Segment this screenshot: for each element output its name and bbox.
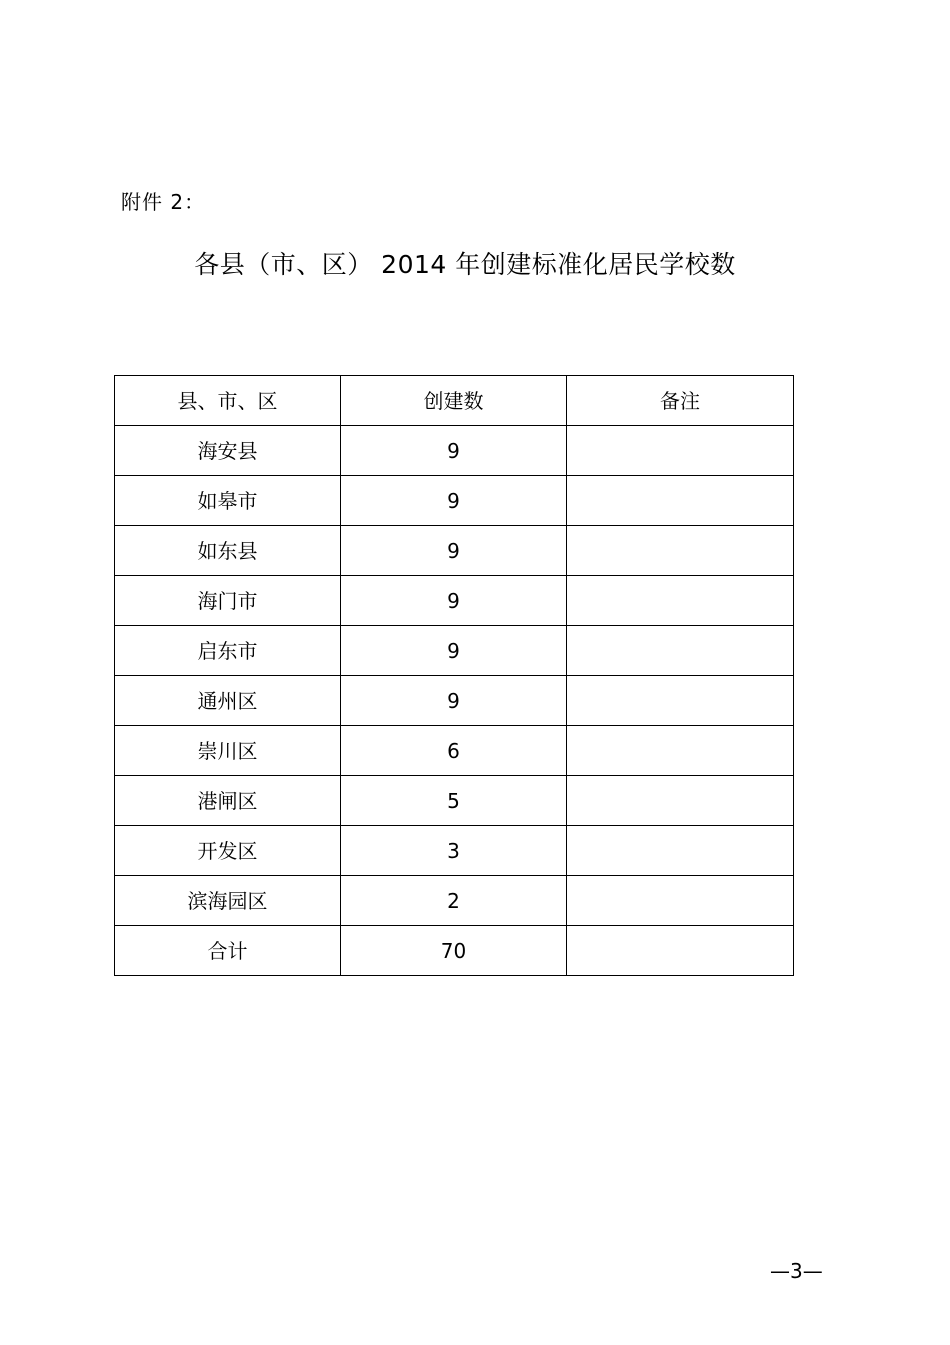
cell-remark [567, 626, 794, 676]
cell-region: 通州区 [115, 676, 341, 726]
attachment-label: 附件 2： [121, 190, 206, 214]
cell-remark [567, 826, 794, 876]
cell-region: 启东市 [115, 626, 341, 676]
cell-remark [567, 876, 794, 926]
cell-remark [567, 726, 794, 776]
page-number: —3— [770, 1259, 823, 1283]
header-region: 县、市、区 [115, 376, 341, 426]
cell-region: 如东县 [115, 526, 341, 576]
total-label: 合计 [115, 926, 341, 976]
table-row [115, 426, 794, 476]
cell-remark [567, 676, 794, 726]
cell-region: 滨海园区 [115, 876, 341, 926]
cell-count: 6 [341, 726, 567, 776]
table-row [115, 876, 794, 926]
cell-remark [567, 526, 794, 576]
table-row [115, 576, 794, 626]
table-row [115, 826, 794, 876]
table-row [115, 476, 794, 526]
cell-region: 开发区 [115, 826, 341, 876]
school-count-table [114, 375, 794, 976]
cell-count: 2 [341, 876, 567, 926]
cell-region: 崇川区 [115, 726, 341, 776]
table-row [115, 776, 794, 826]
cell-region: 如皋市 [115, 476, 341, 526]
document-title: 各县（市、区） 2014 年创建标准化居民学校数 [194, 250, 736, 279]
cell-count: 3 [341, 826, 567, 876]
total-remark [567, 926, 794, 976]
table-row [115, 726, 794, 776]
table-header-row [115, 376, 794, 426]
cell-count: 5 [341, 776, 567, 826]
cell-remark [567, 476, 794, 526]
header-count: 创建数 [341, 376, 567, 426]
cell-count: 9 [341, 476, 567, 526]
cell-region: 海门市 [115, 576, 341, 626]
cell-remark [567, 426, 794, 476]
cell-count: 9 [341, 676, 567, 726]
cell-region: 港闸区 [115, 776, 341, 826]
cell-remark [567, 576, 794, 626]
cell-count: 9 [341, 526, 567, 576]
table-total-row [115, 926, 794, 976]
header-remark: 备注 [567, 376, 794, 426]
table-row [115, 526, 794, 576]
cell-region: 海安县 [115, 426, 341, 476]
cell-remark [567, 776, 794, 826]
table-row [115, 676, 794, 726]
total-count: 70 [341, 926, 567, 976]
cell-count: 9 [341, 426, 567, 476]
cell-count: 9 [341, 626, 567, 676]
cell-count: 9 [341, 576, 567, 626]
table-row [115, 626, 794, 676]
